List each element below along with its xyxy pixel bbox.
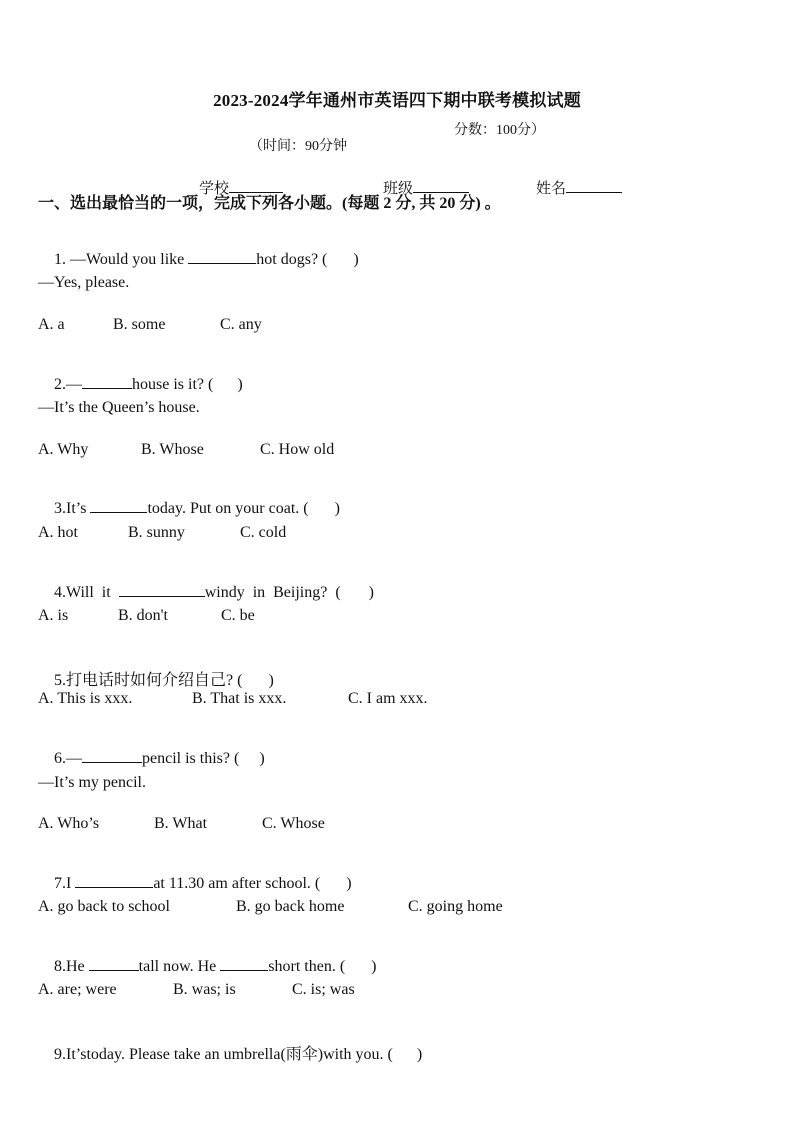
answer-blank[interactable] <box>90 500 147 513</box>
option-b[interactable]: B. some <box>113 316 166 333</box>
answer-paren: ) <box>268 672 274 689</box>
question-text: short then. ( <box>268 958 346 975</box>
question-7-options <box>38 898 738 920</box>
question-4-options <box>38 607 738 629</box>
question-2-options <box>38 441 738 463</box>
answer-blank[interactable] <box>119 584 205 597</box>
option-a[interactable]: A. Why <box>38 441 89 458</box>
option-b[interactable]: B. was; is <box>173 981 236 998</box>
option-a[interactable]: A. a <box>38 316 65 333</box>
total-score: 分数：100分） <box>454 123 545 138</box>
answer-paren: ) <box>334 500 340 517</box>
answer-blank-1[interactable] <box>89 958 139 971</box>
question-text: 7.I <box>54 875 76 892</box>
question-text: windy in Beijing? ( <box>204 584 341 601</box>
option-b[interactable]: B. go back home <box>236 898 345 915</box>
question-text: 6.— <box>54 750 82 767</box>
question-text: 1. —Would you like <box>54 251 189 268</box>
option-a[interactable]: A. Who’s <box>38 815 100 832</box>
option-c[interactable]: C. How old <box>260 441 335 458</box>
option-b[interactable]: B. Whose <box>141 441 204 458</box>
question-text: 2.— <box>54 376 82 393</box>
question-text: 9.It’stoday. Please take an umbrella(雨伞)with you. ( <box>54 1046 393 1063</box>
option-c[interactable]: C. any <box>220 316 262 333</box>
answer-paren: ) <box>416 1046 423 1063</box>
question-text: 5.打电话时如何介绍自己? ( <box>54 672 243 689</box>
question-1-options <box>38 316 738 338</box>
option-c[interactable]: C. is; was <box>292 981 355 998</box>
option-b[interactable]: B. don't <box>118 607 168 624</box>
answer-paren: ) <box>371 958 377 975</box>
question-text: today. Put on your coat. ( <box>147 500 309 517</box>
answer-paren: ) <box>346 875 352 892</box>
school-label: 学校 <box>199 181 230 197</box>
option-a[interactable]: A. go back to school <box>38 898 170 915</box>
question-6-options <box>38 815 738 837</box>
exam-title: 2023-2024学年通州市英语四下期中联考模拟试题 <box>213 91 581 110</box>
option-b[interactable]: B. sunny <box>128 524 185 541</box>
question-text: 3.It’s <box>54 500 91 517</box>
question-5-options <box>38 690 738 712</box>
answer-paren: ) <box>353 251 359 268</box>
class-label: 班级 <box>383 181 414 197</box>
answer-blank[interactable] <box>82 750 142 763</box>
question-text: 8.He <box>54 958 89 975</box>
option-c[interactable]: C. cold <box>240 524 287 541</box>
name-field <box>521 160 622 215</box>
question-text: at 11.30 am after school. ( <box>153 875 321 892</box>
name-label: 姓名 <box>536 181 567 197</box>
option-a[interactable]: A. hot <box>38 524 78 541</box>
option-c[interactable]: C. going home <box>408 898 503 915</box>
question-text: pencil is this? ( <box>142 750 240 767</box>
answer-blank[interactable] <box>82 376 132 389</box>
option-b[interactable]: B. What <box>154 815 208 832</box>
option-a[interactable]: A. is <box>38 607 69 624</box>
name-blank[interactable] <box>566 180 622 193</box>
question-6-reply: —It’s my pencil. <box>38 774 146 791</box>
time-limit: （时间：90分钟 <box>249 139 347 154</box>
answer-paren: ) <box>368 584 374 601</box>
option-a[interactable]: A. are; were <box>38 981 117 998</box>
option-c[interactable]: C. Whose <box>262 815 325 832</box>
question-text: house is it? ( <box>132 376 214 393</box>
answer-paren: ) <box>237 376 243 393</box>
option-a[interactable]: A. This is xxx. <box>38 690 133 707</box>
answer-blank[interactable] <box>188 251 256 264</box>
question-8-options <box>38 981 738 1003</box>
section-heading: 一、选出最恰当的一项，完成下列各小题。(每题 2 分, 共 20 分) 。 <box>38 195 501 212</box>
question-text: hot dogs? ( <box>256 251 328 268</box>
question-3-options <box>38 524 738 546</box>
question-2-reply: —It’s the Queen’s house. <box>38 399 200 416</box>
question-9-stem <box>38 1023 422 1082</box>
question-1-reply: —Yes, please. <box>38 274 130 291</box>
answer-blank[interactable] <box>75 875 153 888</box>
option-b[interactable]: B. That is xxx. <box>192 690 287 707</box>
answer-blank-2[interactable] <box>220 958 268 971</box>
question-text: 4.Will it <box>54 584 119 601</box>
option-c[interactable]: C. be <box>221 607 255 624</box>
question-text: tall now. He <box>138 958 221 975</box>
option-c[interactable]: C. I am xxx. <box>348 690 428 707</box>
answer-paren: ) <box>259 750 265 767</box>
